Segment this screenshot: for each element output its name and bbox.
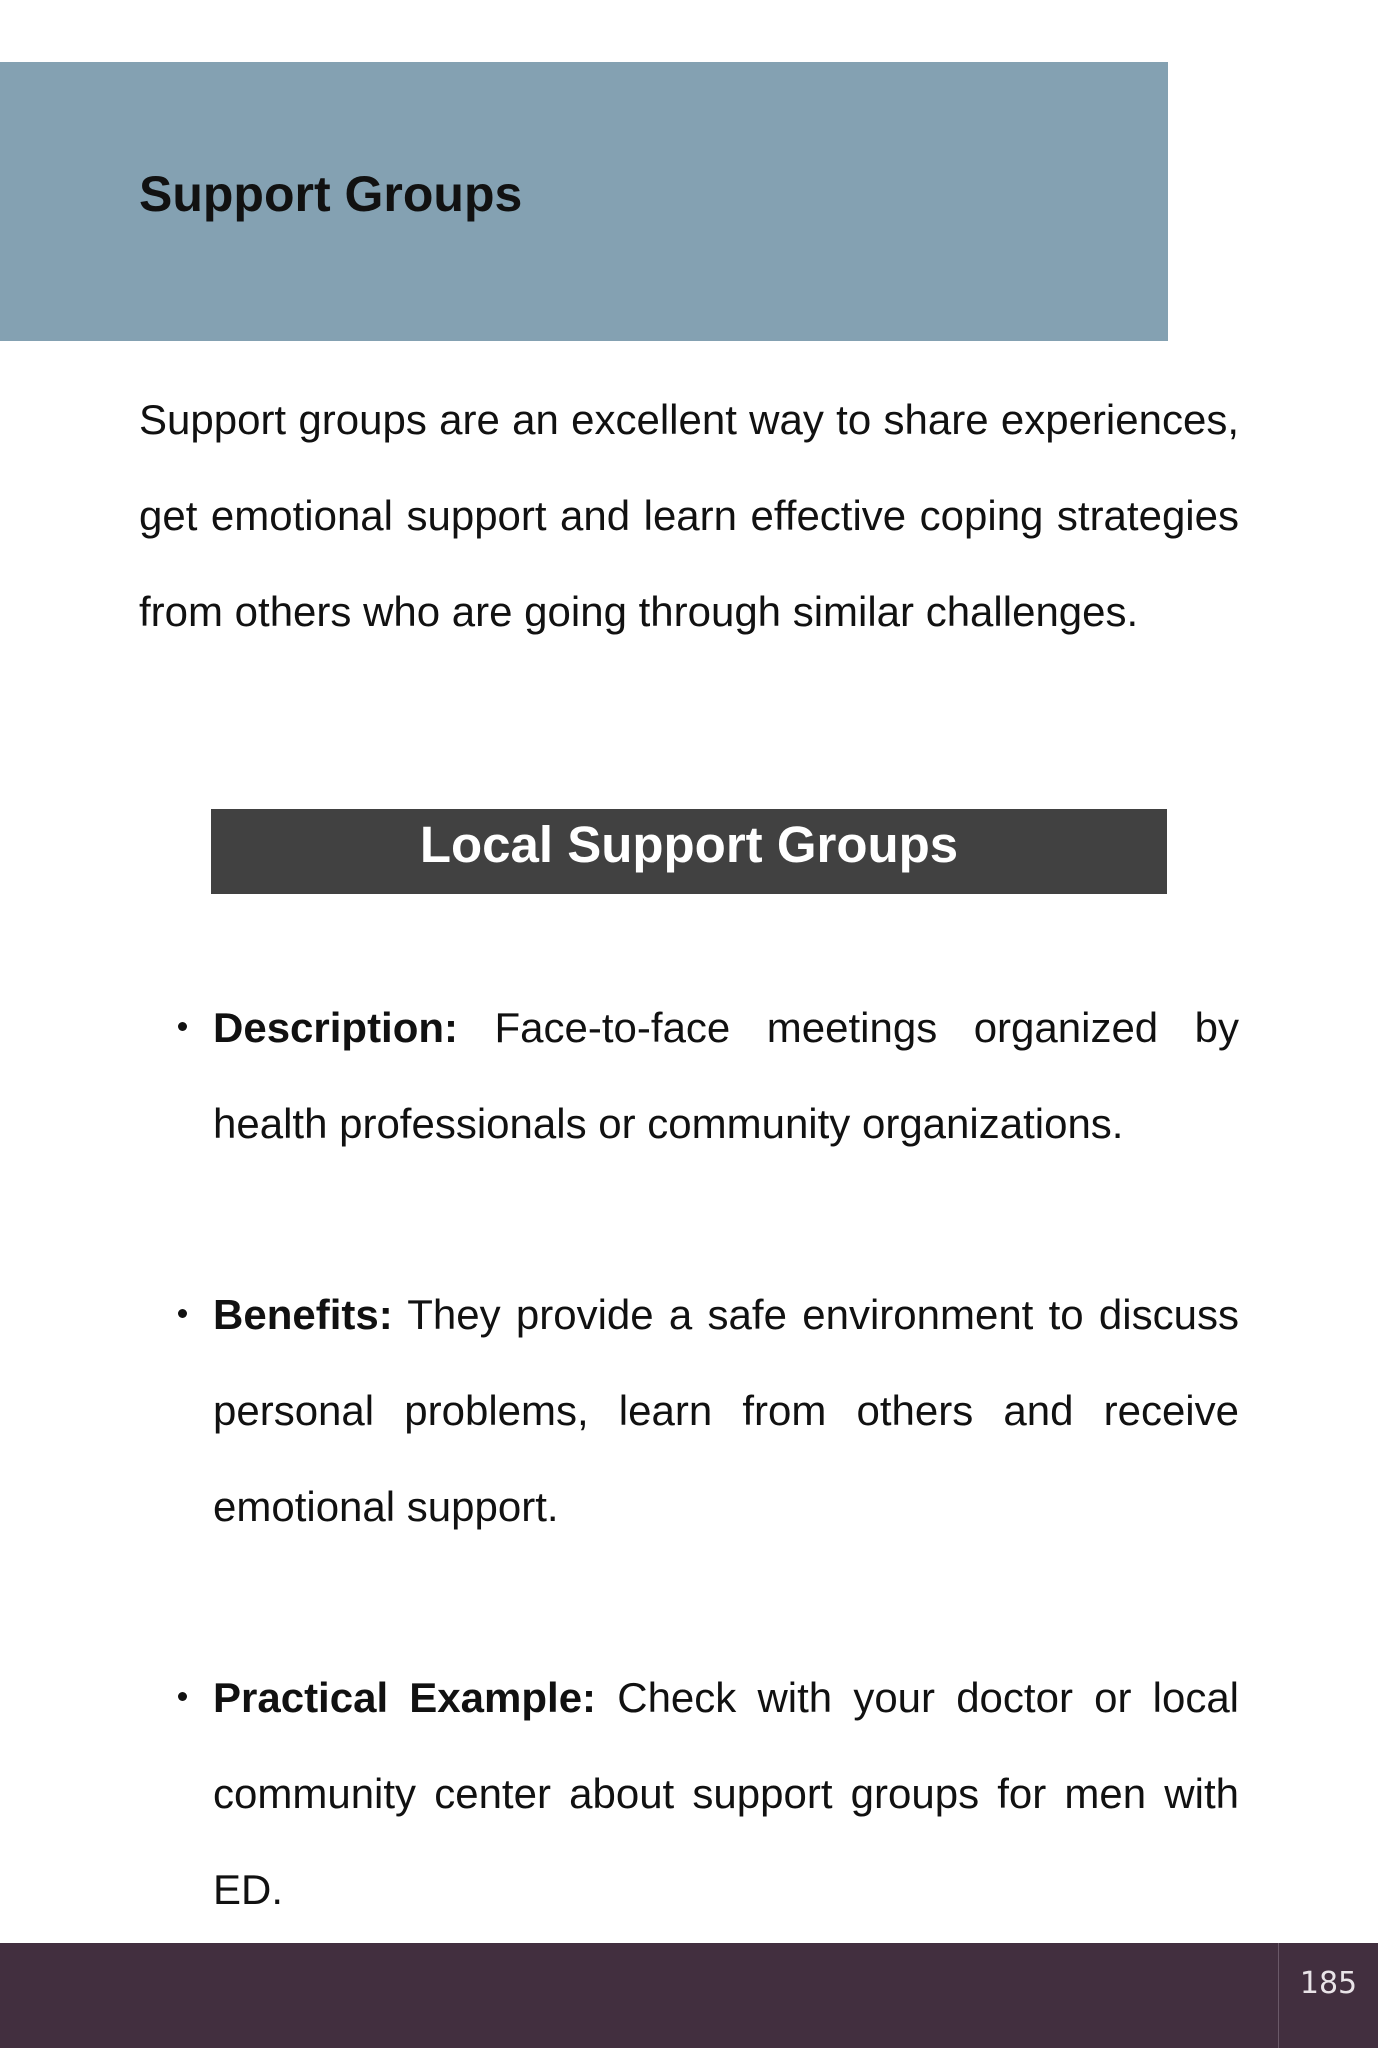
bullet-label: Benefits: xyxy=(213,1291,393,1338)
bullet-dot-icon xyxy=(178,1022,187,1031)
bullet-label: Description: xyxy=(213,1004,459,1051)
bullet-body: Face-to-face meetings organized by health professionals or community organizations. xyxy=(213,1004,1240,1147)
page-number: 185 xyxy=(1299,1966,1358,2001)
bullet-text xyxy=(213,1267,1239,1555)
bullet-text xyxy=(213,1650,1239,1938)
bullet-body: Check with your doctor or local community center about support groups for men with ED. xyxy=(213,1674,1240,1913)
bullet-text xyxy=(213,980,1239,1172)
section-heading-bar xyxy=(211,809,1167,894)
intro-paragraph: Support groups are an excellent way to share experiences, get emotional support and learn effective coping strategies from others who are going through similar challenges. xyxy=(139,396,1239,635)
bullet-dot-icon xyxy=(178,1692,187,1701)
bullet-dot-icon xyxy=(178,1309,187,1318)
section-title: Local Support Groups xyxy=(419,816,959,873)
bullet-label: Practical Example: xyxy=(213,1674,597,1721)
footer-band xyxy=(0,1943,1378,2048)
page-title: Support Groups xyxy=(139,166,523,222)
bullet-body: They provide a safe environment to discuss personal problems, learn from others and receive emotional support. xyxy=(213,1291,1239,1530)
